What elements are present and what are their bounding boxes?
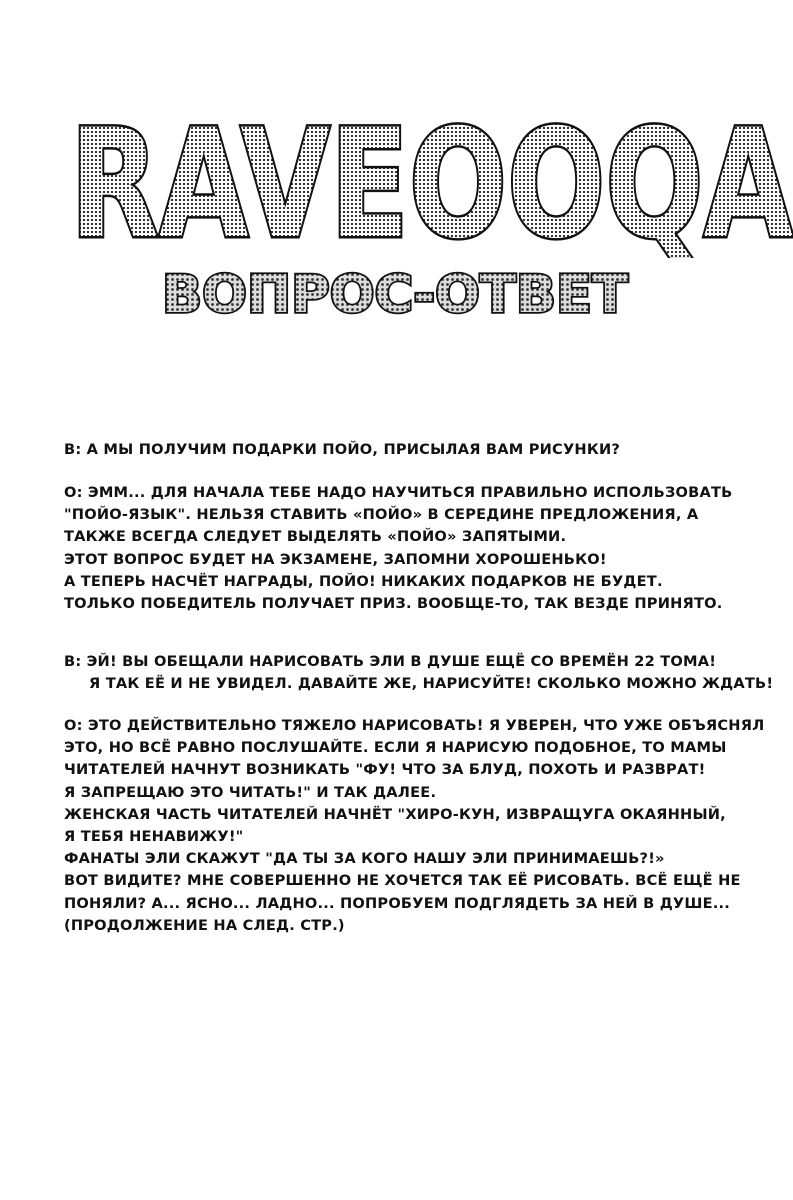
text-line: ТАКЖЕ ВСЕГДА СЛЕДУЕТ ВЫДЕЛЯТЬ «ПОЙО» ЗАПЯТЫМИ. [64, 528, 567, 546]
text-line: ВОТ ВИДИТЕ? МНЕ СОВЕРШЕННО НЕ ХОЧЕТСЯ ТАК ЕЁ РИСОВАТЬ. ВСЁ ЕЩЁ НЕ [64, 872, 741, 890]
text-line: О: ЭММ... ДЛЯ НАЧАЛА ТЕБЕ НАДО НАУЧИТЬСЯ ПРАВИЛЬНО ИСПОЛЬЗОВАТЬ [64, 484, 733, 501]
text-line: В: А МЫ ПОЛУЧИМ ПОДАРКИ ПОЙО, ПРИСЫЛАЯ ВАМ РИСУНКИ? [64, 441, 621, 458]
text-line: ЭТО, НО ВСЁ РАВНО ПОСЛУШАЙТЕ. ЕСЛИ Я НАРИСУЮ ПОДОБНОЕ, ТО МАМЫ [64, 739, 727, 757]
text-line: Я ТЕБЯ НЕНАВИЖУ!" [64, 828, 244, 846]
text-line: Я ЗАПРЕЩАЮ ЭТО ЧИТАТЬ!" И ТАК ДАЛЕЕ. [64, 783, 437, 801]
text-line: ФАНАТЫ ЭЛИ СКАЖУТ "ДА ТЫ ЗА КОГО НАШУ ЭЛИ ПРИНИМАЕШЬ?!» [64, 850, 665, 868]
logo [70, 118, 793, 258]
logo-text: RAVEOOQA [70, 118, 793, 258]
text-line: (ПРОДОЛЖЕНИЕ НА СЛЕД. СТР.) [64, 916, 345, 934]
text-line: ПОНЯЛИ? А... ЯСНО... ЛАДНО... ПОПРОБУЕМ ПОДГЛЯДЕТЬ ЗА НЕЙ В ДУШЕ... [64, 894, 730, 912]
answer-1 [64, 482, 779, 615]
text-line: А ТЕПЕРЬ НАСЧЁТ НАГРАДЫ, ПОЙО! НИКАКИХ ПОДАРКОВ НЕ БУДЕТ. [64, 572, 663, 590]
subtitle-graphic [160, 262, 630, 322]
text-line: ЧИТАТЕЛЕЙ НАЧНУТ ВОЗНИКАТЬ "ФУ! ЧТО ЗА БЛУД, ПОХОТЬ И РАЗВРАТ! [64, 761, 706, 779]
text-line: ТОЛЬКО ПОБЕДИТЕЛЬ ПОЛУЧАЕТ ПРИЗ. ВООБЩЕ-ТО, ТАК ВЕЗДЕ ПРИНЯТО. [64, 595, 723, 613]
text-line: "ПОЙО-ЯЗЫК". НЕЛЬЗЯ СТАВИТЬ «ПОЙО» В СЕРЕДИНЕ ПРЕДЛОЖЕНИЯ, А [64, 506, 699, 524]
text-line: В: ЭЙ! ВЫ ОБЕЩАЛИ НАРИСОВАТЬ ЭЛИ В ДУШЕ ЕЩЁ СО ВРЕМЁН 22 ТОМА! [64, 653, 717, 670]
subtitle [160, 262, 630, 322]
text-line: ЭТОТ ВОПРОС БУДЕТ НА ЭКЗАМЕНЕ, ЗАПОМНИ ХОРОШЕНЬКО! [64, 550, 607, 568]
question-2 [64, 651, 779, 695]
text-line: О: ЭТО ДЕЙСТВИТЕЛЬНО ТЯЖЕЛО НАРИСОВАТЬ! Я УВЕРЕН, ЧТО УЖЕ ОБЪЯСНЯЛ [64, 717, 765, 734]
question-1 [64, 439, 779, 461]
logo-graphic [70, 118, 793, 258]
text-line: Я ТАК ЕЁ И НЕ УВИДЕЛ. ДАВАЙТЕ ЖЕ, НАРИСУЙТЕ! СКОЛЬКО МОЖНО ЖДАТЬ! [89, 675, 774, 693]
text-line: ЖЕНСКАЯ ЧАСТЬ ЧИТАТЕЛЕЙ НАЧНЁТ "ХИРО-КУН, ИЗВРАЩУГА ОКАЯННЫЙ, [64, 805, 726, 823]
subtitle-text: ВОПРОС-ОТВЕТ [162, 265, 629, 322]
answer-2 [64, 715, 779, 937]
